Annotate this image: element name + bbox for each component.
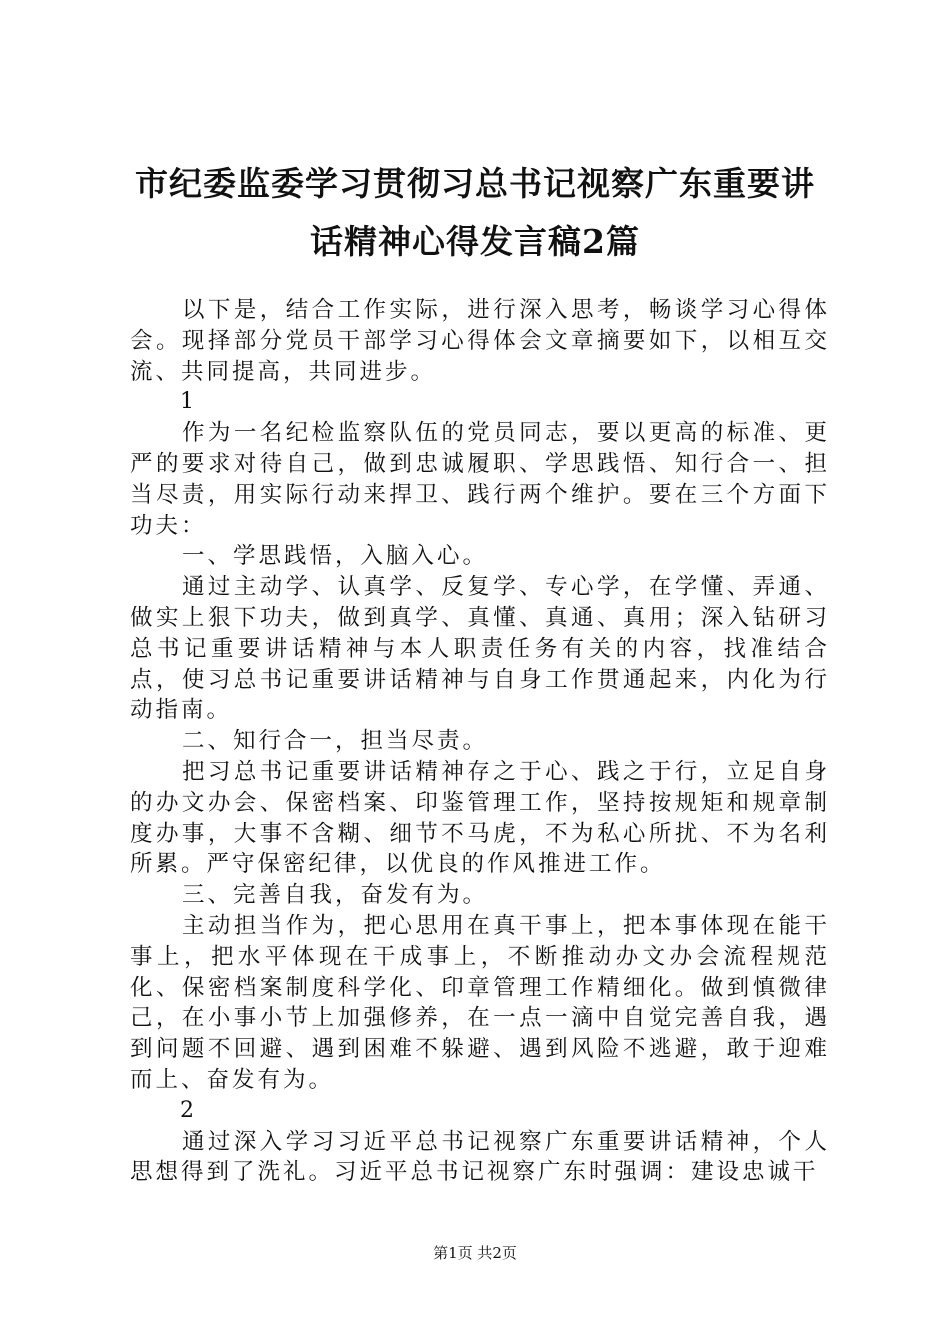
heading-2-paragraph: 把习总书记重要讲话精神存之于心、践之于行，立足自身的办文办会、保密档案、印鉴管理工作，坚持按规矩和规章制度办事，大事不含糊、细节不马虎，不为私心所扰、不为名利所累。严守保密纪律，以优良的作风推进工作。 xyxy=(130,758,830,878)
heading-1-paragraph: 通过主动学、认真学、反复学、专心学，在学懂、弄通、做实上狠下功夫，做到真学、真懂、真通、真用；深入钻研习总书记重要讲话精神与本人职责任务有关的内容，找准结合点，使习总书记重要讲话精神与自身工作贯通起来，内化为行动指南。 xyxy=(130,574,830,724)
document-title-line-2: 话精神心得发言稿2篇 xyxy=(310,222,640,261)
heading-3-paragraph: 主动担当作为，把心思用在真干事上，把本事体现在能干事上，把水平体现在干成事上，不断推动办文办会流程规范化、保密档案制度科学化、印章管理工作精细化。做到慎微律己，在小事小节上加强修养，在一点一滴中自觉完善自我，遇到问题不回避、遇到困难不躲避、遇到风险不逃避，敢于迎难而上、奋发有为。 xyxy=(130,912,830,1093)
section-number-2: 2 xyxy=(180,1097,194,1123)
page-footer: 第1页 共2页 xyxy=(433,1244,517,1262)
document-body xyxy=(130,295,830,1188)
section-2-paragraph: 通过深入学习习近平总书记视察广东重要讲话精神，个人思想得到了洗礼。习近平总书记视察广东时强调：建设忠诚干 xyxy=(130,1128,830,1186)
intro-paragraph: 以下是，结合工作实际，进行深入思考，畅谈学习心得体会。现择部分党员干部学习心得体会文章摘要如下，以相互交流、共同提高，共同进步。 xyxy=(130,297,830,385)
section-number-1: 1 xyxy=(180,389,194,415)
heading-1: 一、学思践悟，入脑入心。 xyxy=(182,543,489,570)
heading-2: 二、知行合一，担当尽责。 xyxy=(182,728,489,755)
document-title-line-1: 市纪委监委学习贯彻习总书记视察广东重要讲 xyxy=(135,164,815,203)
section-1-paragraph: 作为一名纪检监察队伍的党员同志，要以更高的标准、更严的要求对待自己，做到忠诚履职、学思践悟、知行合一、担当尽责，用实际行动来捍卫、践行两个维护。要在三个方面下功夫： xyxy=(130,420,830,539)
heading-3: 三、完善自我，奋发有为。 xyxy=(182,882,489,909)
